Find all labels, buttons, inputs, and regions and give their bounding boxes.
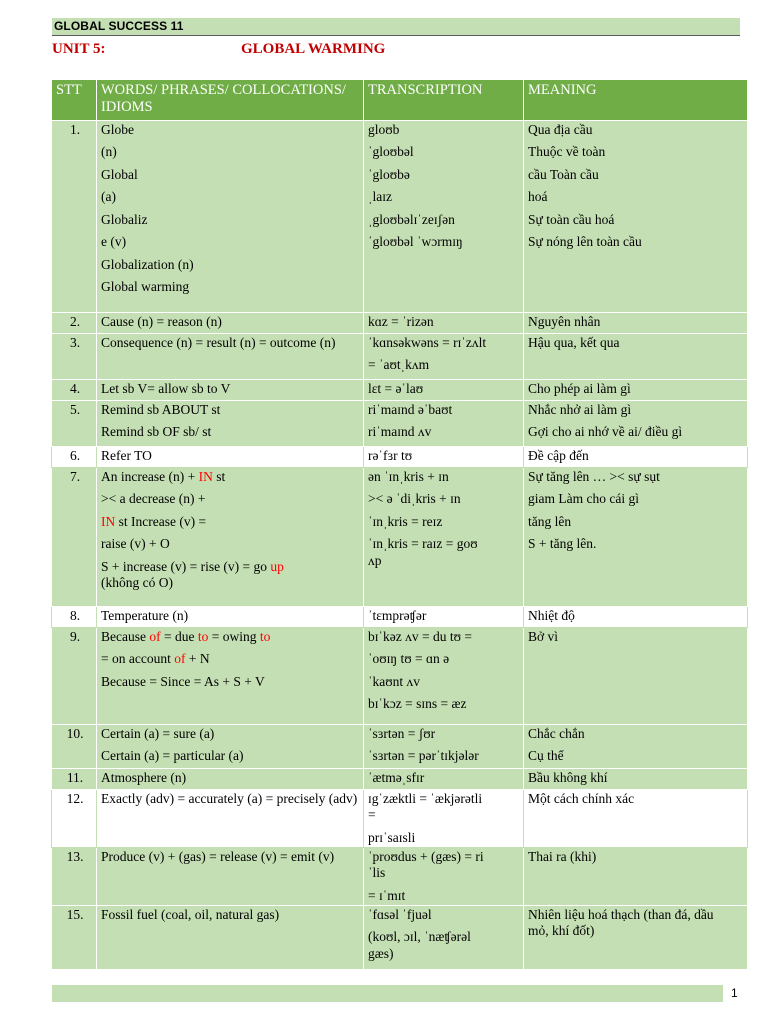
unit-title: GLOBAL WARMING — [241, 41, 386, 57]
row-transcription: ˈproʊdus + (gæs) = ri ˈlis = ɪˈmɪt — [364, 848, 524, 906]
row-transcription: bɪˈkəz ʌv = du tʊ = ˈoʊɪŋ tʊ = ɑn ə ˈkaʊnt ʌv bɪˈkɔz = sɪns = æz — [364, 628, 524, 725]
col-header-stt: STT — [52, 80, 97, 121]
table-row — [52, 906, 748, 970]
table-row — [52, 628, 748, 725]
book-title: GLOBAL SUCCESS 11 — [54, 19, 184, 33]
row-transcription: rəˈfɜr tʊ — [364, 447, 524, 468]
row-number: 7. — [52, 468, 97, 607]
row-words: Consequence (n) = result (n) = outcome (n) — [97, 334, 364, 380]
row-transcription: ɪgˈzæktli = ˈækjərətli = prɪˈsaɪsli — [364, 790, 524, 848]
vocabulary-table — [51, 79, 748, 970]
row-words: Atmosphere (n) — [97, 769, 364, 790]
page-number: 1 — [731, 986, 738, 1000]
table-row — [52, 790, 748, 848]
row-number: 13. — [52, 848, 97, 906]
row-transcription: ˈkɑnsəkwəns = rɪˈzʌlt = ˈaʊtˌkʌm — [364, 334, 524, 380]
row-transcription: lɛt = əˈlaʊ — [364, 380, 524, 401]
table-row — [52, 848, 748, 906]
table-row — [52, 447, 748, 468]
row-meaning: Thai ra (khi) — [524, 848, 748, 906]
row-meaning: Qua địa cầu Thuộc về toàn cầu Toàn cầu hoá Sự toàn cầu hoá Sự nóng lên toàn cầu — [524, 121, 748, 313]
row-number: 8. — [52, 607, 97, 628]
row-transcription: ˈætməˌsfɪr — [364, 769, 524, 790]
row-number: 1. — [52, 121, 97, 313]
table-row — [52, 334, 748, 380]
table-row — [52, 401, 748, 447]
table-row — [52, 769, 748, 790]
row-number: 10. — [52, 725, 97, 769]
row-number: 9. — [52, 628, 97, 725]
row-transcription: ˈtɛmprəʧər — [364, 607, 524, 628]
col-header-transcription: TRANSCRIPTION — [364, 80, 524, 121]
header-divider — [52, 35, 740, 36]
row-words: Exactly (adv) = accurately (a) = precisely (adv) — [97, 790, 364, 848]
row-number: 4. — [52, 380, 97, 401]
row-words: Because of = due to = owing to = on account of + N Because = Since = As + S + V — [97, 628, 364, 725]
footer-band — [52, 985, 723, 1002]
row-transcription: ən ˈɪnˌkris + ɪn >< ə ˈdiˌkris + ɪn ˈɪnˌkris = reɪz ˈɪnˌkris = raɪz = goʊ ʌp — [364, 468, 524, 607]
table-row — [52, 607, 748, 628]
row-meaning: Nhiên liệu hoá thạch (than đá, dầu mỏ, khí đốt) — [524, 906, 748, 970]
row-transcription: riˈmaɪnd əˈbaʊt riˈmaɪnd ʌv — [364, 401, 524, 447]
row-transcription: ˈsɜrtən = ʃʊr ˈsɜrtən = pərˈtɪkjələr — [364, 725, 524, 769]
row-meaning: Bầu không khí — [524, 769, 748, 790]
table-row — [52, 468, 748, 607]
table-row — [52, 121, 748, 313]
row-meaning: Hậu qua, kết qua — [524, 334, 748, 380]
row-meaning: Bở vì — [524, 628, 748, 725]
row-number: 6. — [52, 447, 97, 468]
row-transcription: gloʊb ˈgloʊbəl ˈgloʊbə ˌlaɪz ˌgloʊbəlɪˈzeɪʃən ˈgloʊbəl ˈwɔrmɪŋ — [364, 121, 524, 313]
row-words: An increase (n) + IN st >< a decrease (n) + IN st Increase (v) = raise (v) + O S + increase (v) = rise (v) = go up (không có O) — [97, 468, 364, 607]
row-number: 3. — [52, 334, 97, 380]
row-words: Cause (n) = reason (n) — [97, 313, 364, 334]
row-number: 11. — [52, 769, 97, 790]
row-words: Let sb V= allow sb to V — [97, 380, 364, 401]
row-words: Globe (n) Global (a) Globaliz e (v) Globalization (n) Global warming — [97, 121, 364, 313]
row-words: Temperature (n) — [97, 607, 364, 628]
row-meaning: Nguyên nhân — [524, 313, 748, 334]
row-words: Certain (a) = sure (a) Certain (a) = particular (a) — [97, 725, 364, 769]
row-meaning: Nhắc nhở ai làm gì Gợi cho ai nhớ về ai/ điều gì — [524, 401, 748, 447]
row-meaning: Đề cập đến — [524, 447, 748, 468]
row-meaning: Cho phép ai làm gì — [524, 380, 748, 401]
row-transcription: ˈfɑsəl ˈfjuəl (koʊl, ɔɪl, ˈnæʧərəl gæs) — [364, 906, 524, 970]
row-number: 15. — [52, 906, 97, 970]
row-words: Refer TO — [97, 447, 364, 468]
row-number: 12. — [52, 790, 97, 848]
table-row — [52, 380, 748, 401]
table-row — [52, 725, 748, 769]
row-meaning: Sự tăng lên … >< sự sụt giam Làm cho cái gì tăng lên S + tăng lên. — [524, 468, 748, 607]
row-number: 5. — [52, 401, 97, 447]
table-header-row — [52, 80, 748, 121]
row-words: Produce (v) + (gas) = release (v) = emit (v) — [97, 848, 364, 906]
unit-number: UNIT 5: — [52, 41, 106, 57]
row-transcription: kɑz = ˈrizən — [364, 313, 524, 334]
row-meaning: Chắc chắn Cụ thể — [524, 725, 748, 769]
row-meaning: Nhiệt độ — [524, 607, 748, 628]
table-row — [52, 313, 748, 334]
col-header-meaning: MEANING — [524, 80, 748, 121]
row-meaning: Một cách chính xác — [524, 790, 748, 848]
row-words: Remind sb ABOUT st Remind sb OF sb/ st — [97, 401, 364, 447]
row-number: 2. — [52, 313, 97, 334]
col-header-words: WORDS/ PHRASES/ COLLOCATIONS/ IDIOMS — [97, 80, 364, 121]
row-words: Fossil fuel (coal, oil, natural gas) — [97, 906, 364, 970]
